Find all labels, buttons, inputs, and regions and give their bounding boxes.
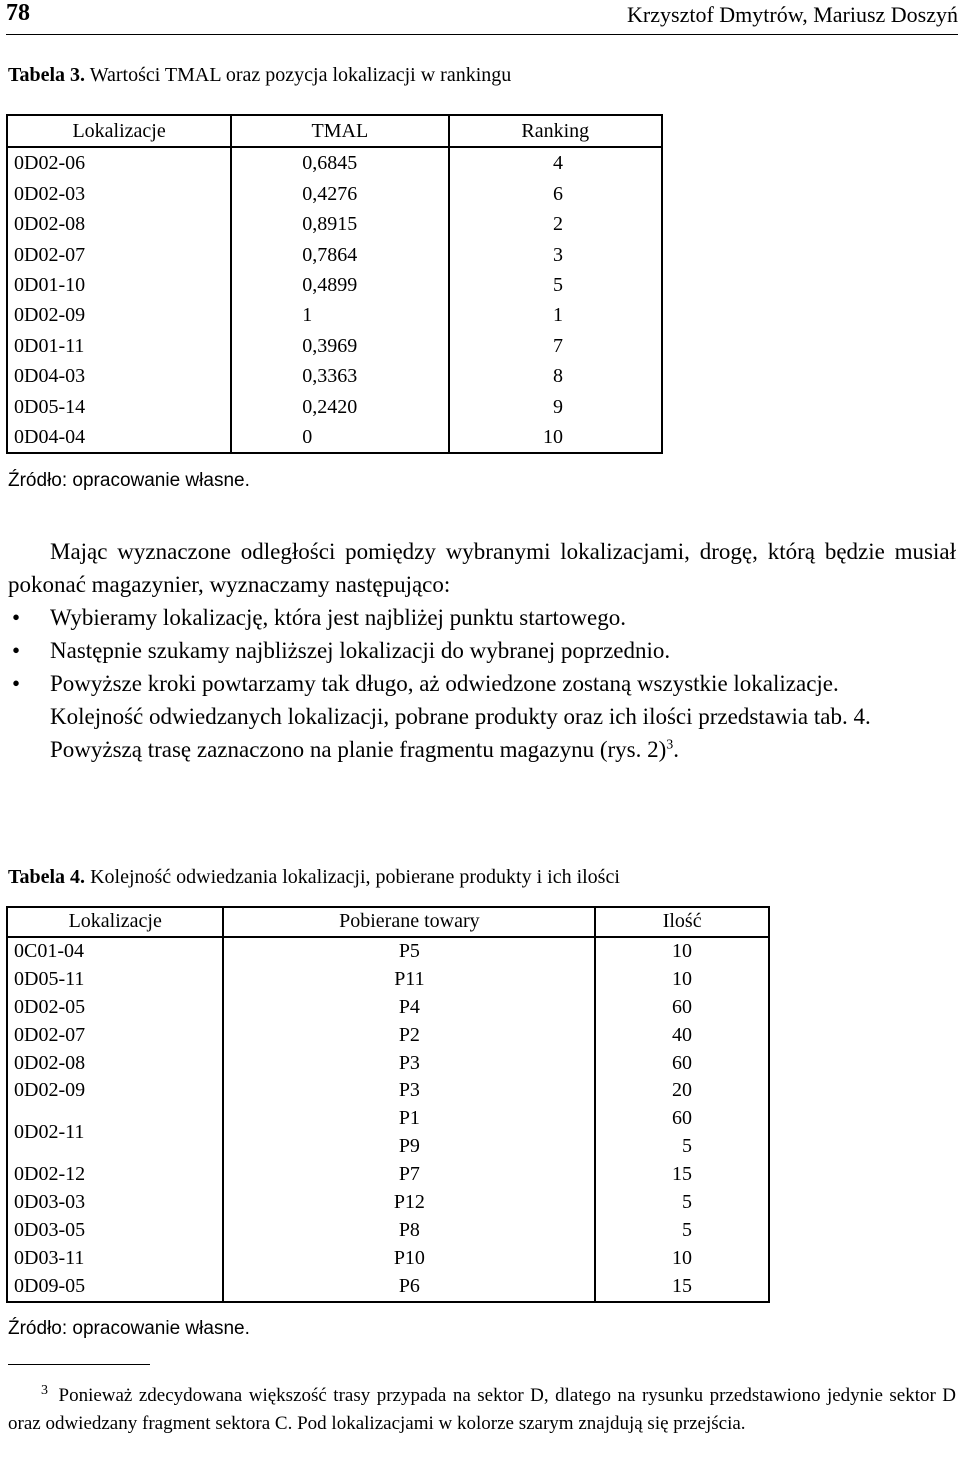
table-cell-product: P5 [223, 937, 595, 966]
footnote: $^3$ Ponieważ zdecydowana większość trasy przypada na sektor D, dlatego na rysunku przedstawiono jedynie sektor D oraz odwiedzany fragment sektora C. Pod lokalizacjami w kolorze szarym znajdują się przejścia. [8, 1382, 957, 1434]
table4-source: Źródło: opracowanie własne. [8, 1318, 250, 1339]
table-cell-ranking: 4 [449, 147, 662, 178]
list-item-text: Następnie szukamy najbliższej lokalizacji do wybranej poprzednio. [50, 638, 671, 663]
table-cell-quantity: 5 [595, 1133, 769, 1161]
table-row [7, 1022, 769, 1050]
table-cell-tmal: 0 [231, 422, 448, 453]
table-cell-location: 0D02-07 [7, 1022, 223, 1050]
table3-header-lokalizacje: Lokalizacje [7, 115, 231, 147]
table-cell-product: P4 [223, 994, 595, 1022]
table-cell-location: 0D01-11 [7, 331, 231, 361]
table3-header-row [7, 115, 662, 147]
table-cell-location: 0D05-11 [7, 966, 223, 994]
table4-caption [8, 866, 620, 889]
list-item-text: Wybieramy lokalizację, która jest najbliżej punktu startowego. [50, 605, 626, 630]
table-cell-location: 0C01-04 [7, 937, 223, 966]
table-row [7, 1161, 769, 1189]
table-cell-location: 0D02-06 [7, 147, 231, 178]
table3-header-tmal: TMAL [231, 115, 448, 147]
table-row [7, 179, 662, 209]
table4-header-towary: Pobierane towary [223, 907, 595, 937]
footnote-text: Ponieważ zdecydowana większość trasy przypada na sektor D, dlatego na rysunku przedstawiono jedynie sektor D oraz odwiedzany fragment sektora C. Pod lokalizacjami w kolorze szarym znajdują się przejścia. [8, 1385, 957, 1434]
table-row [7, 1050, 769, 1078]
table-cell-product: P11 [223, 966, 595, 994]
page-header [6, 0, 958, 35]
table-cell-location: 0D02-05 [7, 994, 223, 1022]
table-cell-ranking: 9 [449, 392, 662, 422]
table-row [7, 1273, 769, 1302]
table-row [7, 1105, 769, 1133]
table-cell-product: P2 [223, 1022, 595, 1050]
table-row [7, 1189, 769, 1217]
table3-caption [8, 64, 511, 87]
table-cell-location: 0D01-10 [7, 270, 231, 300]
table-cell-location: 0D03-03 [7, 1189, 223, 1217]
table-cell-quantity: 15 [595, 1273, 769, 1302]
table-cell-ranking: 1 [449, 300, 662, 330]
table-row [7, 331, 662, 361]
table-cell-tmal: 0,4899 [231, 270, 448, 300]
table-cell-quantity: 60 [595, 994, 769, 1022]
table-cell-quantity: 15 [595, 1161, 769, 1189]
table-row [7, 422, 662, 453]
table-cell-product: P12 [223, 1189, 595, 1217]
table-cell-location: 0D03-05 [7, 1217, 223, 1245]
table-cell-location: 0D02-09 [7, 1077, 223, 1105]
table-cell-location: 0D02-08 [7, 1050, 223, 1078]
table-cell-location: 0D09-05 [7, 1273, 223, 1302]
table-cell-location: 0D02-08 [7, 209, 231, 239]
table3-title: Wartości TMAL oraz pozycja lokalizacji w rankingu [89, 64, 512, 86]
table-row [7, 1077, 769, 1105]
table-cell-product: P3 [223, 1050, 595, 1078]
table-cell-location: 0D02-03 [7, 179, 231, 209]
intro-paragraph: Mając wyznaczone odległości pomiędzy wybranymi lokalizacjami, drogę, którą będzie musiał pokonać magazynier, wyznaczamy następująco: [8, 539, 956, 597]
table-cell-tmal: 0,4276 [231, 179, 448, 209]
table-cell-tmal: 0,3363 [231, 361, 448, 391]
table-cell-tmal: 0,7864 [231, 240, 448, 270]
table4-header-ilosc: Ilość [595, 907, 769, 937]
table-row [7, 209, 662, 239]
table-cell-location: 0D02-12 [7, 1161, 223, 1189]
table-cell-ranking: 5 [449, 270, 662, 300]
table4-label: Tabela 4. [8, 866, 86, 888]
table3 [6, 114, 663, 454]
table3-source: Źródło: opracowanie własne. [8, 470, 250, 491]
table-cell-product: P10 [223, 1245, 595, 1273]
table-cell-ranking: 8 [449, 361, 662, 391]
table-row [7, 937, 769, 966]
bullet-icon: • [12, 671, 21, 696]
table-row [7, 361, 662, 391]
table-cell-tmal: 0,8915 [231, 209, 448, 239]
table-cell-quantity: 10 [595, 937, 769, 966]
table-cell-product: P9 [223, 1133, 595, 1161]
table-row [7, 966, 769, 994]
table-cell-quantity: 60 [595, 1105, 769, 1133]
page-number: 78 [6, 0, 30, 26]
footnote-rule [8, 1364, 150, 1365]
table-cell-tmal: 0,6845 [231, 147, 448, 178]
table-cell-quantity: 20 [595, 1077, 769, 1105]
table-cell-quantity: 10 [595, 1245, 769, 1273]
table-row [7, 994, 769, 1022]
table4-header-lokalizacje: Lokalizacje [7, 907, 223, 937]
table-cell-product: P3 [223, 1077, 595, 1105]
table-cell-tmal: 0,3969 [231, 331, 448, 361]
table-cell-ranking: 6 [449, 179, 662, 209]
running-head-authors: Krzysztof Dmytrów, Mariusz Doszyń [627, 2, 958, 27]
steps-list [8, 601, 956, 700]
list-item [8, 634, 956, 667]
paragraph-route-end: . [673, 737, 680, 762]
list-item-text: Powyższe kroki powtarzamy tak długo, aż odwiedzone zostaną wszystkie lokalizacje. [50, 671, 839, 696]
table3-header-ranking: Ranking [449, 115, 662, 147]
table-cell-ranking: 3 [449, 240, 662, 270]
table-cell-product: P8 [223, 1217, 595, 1245]
footnote-ref: 3 [666, 737, 674, 753]
table-cell-tmal: 0,2420 [231, 392, 448, 422]
table-row [7, 300, 662, 330]
table-cell-ranking: 2 [449, 209, 662, 239]
bullet-icon: • [12, 638, 21, 663]
paragraph-route-text: Powyższą trasę zaznaczono na planie fragmentu magazynu (rys. 2) [50, 737, 667, 762]
bullet-icon: • [12, 605, 21, 630]
paragraph-route [8, 733, 956, 766]
table-cell-quantity: 5 [595, 1189, 769, 1217]
table-row [7, 270, 662, 300]
table3-label: Tabela 3. [8, 64, 86, 86]
table-row [7, 1217, 769, 1245]
table-cell-quantity: 5 [595, 1217, 769, 1245]
table-cell-quantity: 40 [595, 1022, 769, 1050]
table-cell-location: 0D03-11 [7, 1245, 223, 1273]
table-cell-location: 0D04-03 [7, 361, 231, 391]
table-cell-location: 0D02-07 [7, 240, 231, 270]
table-cell-location: 0D02-09 [7, 300, 231, 330]
table-cell-product: P1 [223, 1105, 595, 1133]
table-cell-tmal: 1 [231, 300, 448, 330]
body-text [8, 535, 956, 766]
table-row [7, 1245, 769, 1273]
table-row [7, 392, 662, 422]
table4 [6, 906, 770, 1303]
table-cell-location: 0D04-04 [7, 422, 231, 453]
list-item [8, 601, 956, 634]
table-cell-quantity: 10 [595, 966, 769, 994]
table4-title: Kolejność odwiedzania lokalizacji, pobierane produkty i ich ilości [90, 866, 620, 888]
list-item [8, 667, 956, 700]
table-row [7, 147, 662, 178]
table-row [7, 240, 662, 270]
table-cell-location: 0D02-11 [7, 1105, 223, 1161]
table4-header-row [7, 907, 769, 937]
table-cell-ranking: 7 [449, 331, 662, 361]
table-cell-quantity: 60 [595, 1050, 769, 1078]
paragraph-table-reference: Kolejność odwiedzanych lokalizacji, pobrane produkty oraz ich ilości przedstawia tab. 4. [50, 704, 871, 729]
table-cell-location: 0D05-14 [7, 392, 231, 422]
table-cell-ranking: 10 [449, 422, 662, 453]
table-cell-product: P6 [223, 1273, 595, 1302]
table-cell-product: P7 [223, 1161, 595, 1189]
